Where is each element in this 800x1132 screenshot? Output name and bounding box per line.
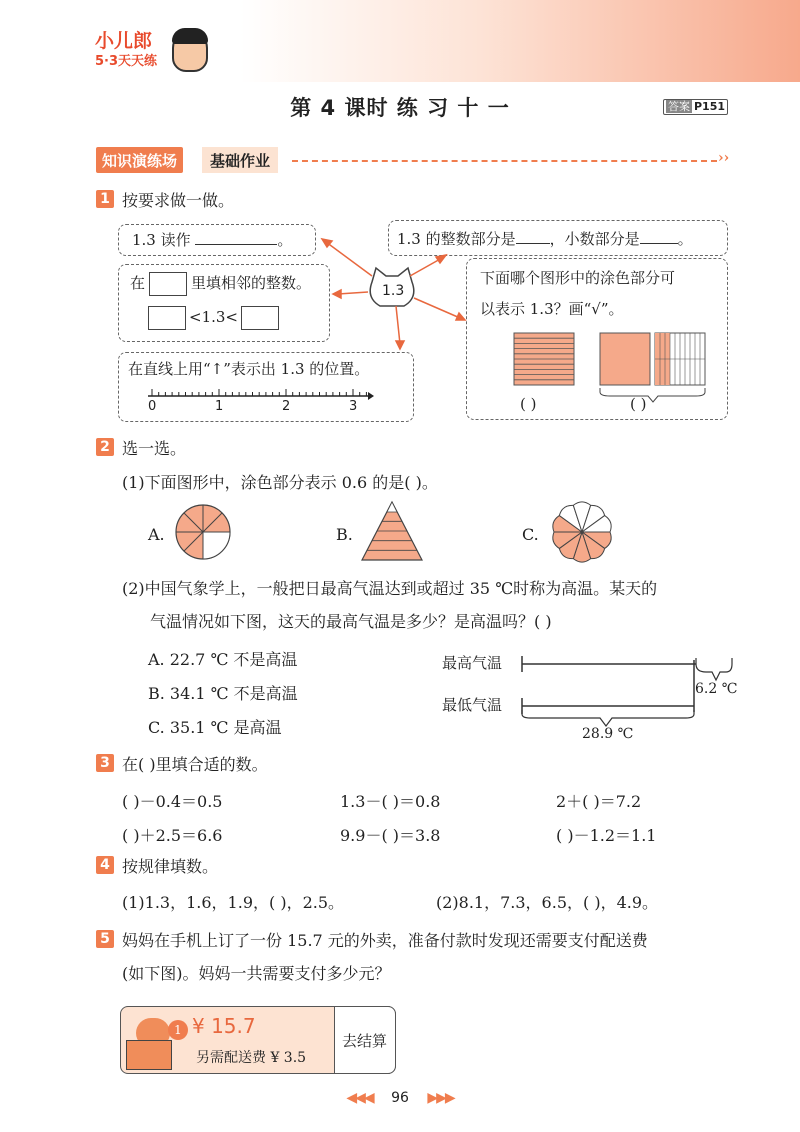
section-sub: 基础作业: [202, 147, 278, 173]
question-stem: 按规律填数。: [122, 857, 219, 876]
answer-paren[interactable]: ( ): [520, 395, 537, 413]
sequence[interactable]: (2)8.1，7.3，6.5，( )，4.9。: [436, 893, 659, 912]
period: 。: [277, 231, 293, 249]
option-b[interactable]: B.: [336, 525, 353, 544]
parts-mid: ，小数部分是: [549, 230, 640, 248]
delivery-box-icon: [126, 1040, 172, 1070]
checkout-label: 去结算: [342, 1032, 388, 1050]
sub-question: (1)下面图形中，涂色部分表示 0.6 的是( )。: [122, 473, 438, 492]
question-stem: 选一选。: [122, 439, 187, 458]
sub-question: (2)中国气象学上，一般把日最高气温达到或超过 35 ℃时称为高温。某天的: [122, 579, 658, 598]
high-temp-label: 最高气温: [442, 654, 503, 672]
brand-logo: 小儿郎: [95, 30, 153, 52]
equation[interactable]: ( )＋2.5＝6.6: [122, 826, 223, 845]
option-a[interactable]: A.: [148, 525, 165, 544]
sequence[interactable]: (1)1.3，1.6，1.9，( )，2.5。: [122, 893, 345, 912]
answer-label: 答案: [668, 100, 690, 113]
question-number: 2: [96, 438, 114, 456]
prev-arrows-icon: ◀◀◀: [346, 1090, 373, 1106]
series-name: 5·3天天练: [95, 54, 158, 69]
delivery-fee: 另需配送费 ¥ 3.5: [196, 1050, 307, 1066]
page-footer: [0, 1090, 800, 1106]
question-stem: 在( )里填合适的数。: [122, 755, 268, 774]
equation[interactable]: 2＋( )＝7.2: [556, 792, 642, 811]
question-number: 5: [96, 930, 114, 948]
neighbors-text: 在: [130, 274, 146, 292]
question-stem: 妈妈在手机上订了一份 15.7 元的外卖，准备付款时发现还需要支付配送费: [122, 931, 648, 950]
neighbors-text: 里填相邻的整数。: [191, 274, 312, 292]
equation[interactable]: ( )－1.2＝1.1: [556, 826, 657, 845]
inequality: <1.3<: [189, 308, 238, 326]
option-c[interactable]: C.: [522, 525, 539, 544]
section-label: 知识演练场: [96, 147, 183, 173]
task-text: 在直线上用“: [128, 360, 211, 378]
read-as-text: 1.3 读作: [132, 231, 191, 249]
question-number: 1: [96, 190, 114, 208]
up-arrow-icon: ↑: [210, 360, 224, 378]
answer-paren[interactable]: ( ): [630, 395, 647, 413]
cart-count-badge: 1: [168, 1020, 188, 1040]
low-temp-label: 最低气温: [442, 696, 503, 714]
figure-question: 以表示 1.3？画“√”。: [480, 300, 624, 318]
sub-question: 气温情况如下图，这天的最高气温是多少？是高温吗？( ): [150, 612, 552, 631]
question-number: 4: [96, 856, 114, 874]
option-a[interactable]: A. 22.7 ℃ 不是高温: [148, 650, 298, 669]
equation[interactable]: 9.9－( )＝3.8: [340, 826, 441, 845]
parts-text: 1.3 的整数部分是: [397, 230, 516, 248]
low-temp-value: 28.9 ℃: [582, 726, 634, 742]
tick-label: 3: [349, 399, 358, 414]
center-value: 1.3: [382, 283, 405, 299]
equation[interactable]: ( )－0.4＝0.5: [122, 792, 223, 811]
tick-label: 0: [148, 399, 157, 414]
tick-label: 2: [282, 399, 291, 414]
page-title: 第 4 课时 练 习 十 一: [290, 96, 510, 120]
answer-page: P151: [694, 100, 726, 113]
task-text: ”表示出 1.3 的位置。: [223, 360, 370, 378]
equation[interactable]: 1.3－( )＝0.8: [340, 792, 441, 811]
chevron-right-icon: ››: [718, 150, 730, 166]
temp-diff: 6.2 ℃: [695, 681, 738, 697]
option-c[interactable]: C. 35.1 ℃ 是高温: [148, 718, 282, 737]
figure-question: 下面哪个图形中的涂色部分可: [480, 269, 676, 287]
page-number: 96: [391, 1090, 409, 1106]
next-arrows-icon: ▶▶▶: [427, 1090, 454, 1106]
question-stem: (如下图)。妈妈一共需要支付多少元？: [122, 964, 391, 983]
question-number: 3: [96, 754, 114, 772]
tick-label: 1: [215, 399, 224, 414]
order-price: ¥ 15.7: [192, 1014, 256, 1038]
period: 。: [677, 230, 693, 248]
question-stem: 按要求做一做。: [122, 191, 235, 210]
option-b[interactable]: B. 34.1 ℃ 不是高温: [148, 684, 298, 703]
